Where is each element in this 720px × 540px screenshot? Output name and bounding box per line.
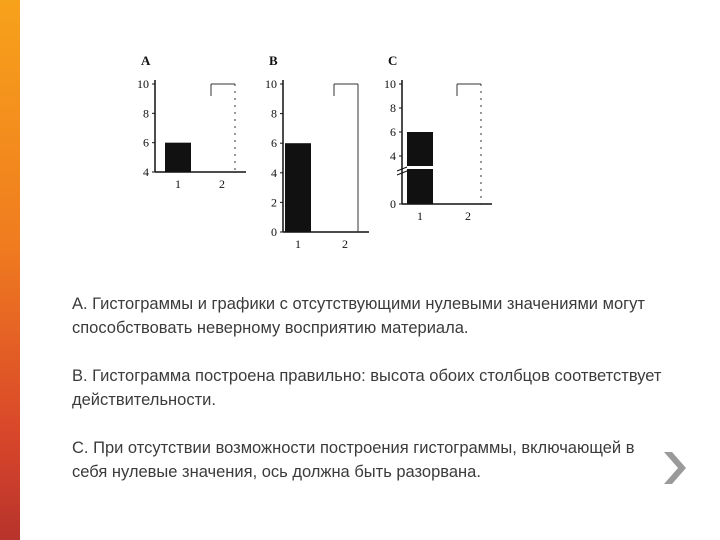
panel-b-tick-label: 0: [271, 225, 277, 239]
panel-c-category-label: 1: [417, 209, 423, 223]
panel-a-tick-label: 6: [143, 135, 149, 150]
chevron-right-icon[interactable]: [660, 448, 690, 488]
panel-c-category-label: 2: [465, 209, 471, 223]
panel-b-tick-label: 6: [271, 136, 277, 151]
panel-a-tick-label: 4: [143, 165, 149, 179]
caption-a: A. Гистограммы и графики с отсутствующими нулевыми значениями могут способствовать неверному восприятию материала.: [72, 295, 645, 337]
panel-c-tick-label: 10: [384, 77, 396, 91]
panel-a-tick-label: 10: [137, 77, 149, 91]
panel-c-label: C: [388, 53, 398, 68]
panel-b-tick-label: 2: [271, 195, 277, 210]
accent-bar: [0, 0, 20, 540]
panel-c-tick-label: 6: [390, 125, 396, 139]
panel-a-tick-label: 8: [143, 106, 149, 121]
panel-a-category-label: 2: [219, 177, 225, 191]
panel-a-label: A: [141, 53, 151, 68]
panel-b-tick-label: 10: [265, 77, 277, 91]
panel-b-tick-label: 4: [271, 165, 277, 180]
caption-c: C. При отсутствии возможности построения гистограммы, включающей в себя нулевые значения, ось должна быть разорвана.: [72, 439, 635, 481]
panel-a-bar: [165, 143, 191, 172]
panel-a-category-label: 1: [175, 177, 181, 191]
panel-b-label: B: [269, 53, 278, 68]
panel-c-tick-label: 8: [390, 101, 396, 115]
panel-b-category-label: 1: [295, 237, 301, 251]
panel-b-tick-label: 8: [271, 106, 277, 121]
panel-b-category-label: 2: [342, 237, 348, 251]
panel-c-tick-label: 0: [390, 197, 396, 211]
charts-figure: [120, 40, 510, 280]
caption-b: B. Гистограмма построена правильно: высота обоих столбцов соответствует действительности.: [72, 367, 662, 409]
panel-c-tick-label: 4: [390, 149, 396, 163]
panel-c-bar-break: [406, 166, 434, 169]
panel-b-bar: [285, 143, 311, 232]
caption: [72, 292, 672, 508]
